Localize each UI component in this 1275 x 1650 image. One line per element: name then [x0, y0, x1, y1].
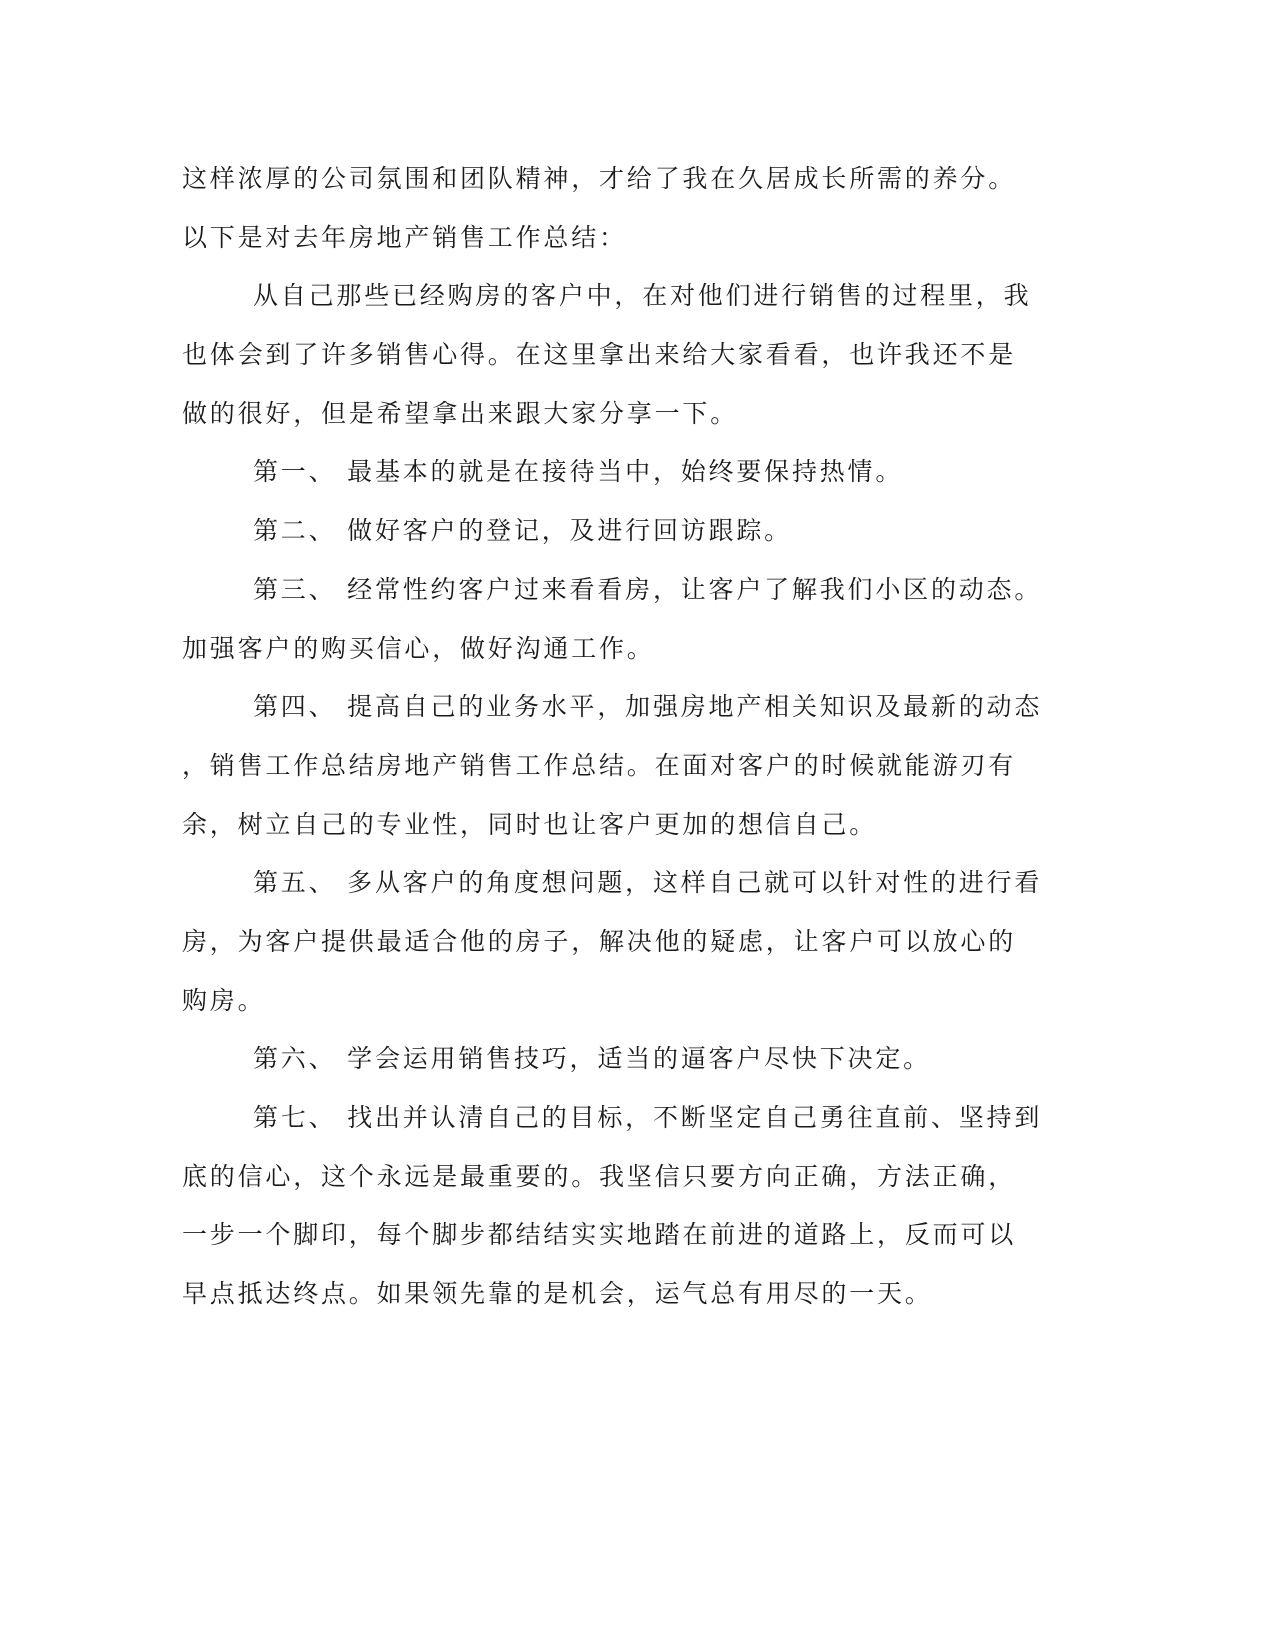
text-line: ，销售工作总结房地产销售工作总结。在面对客户的时候就能游刃有 [182, 750, 1017, 780]
text-line: 购房。 [182, 985, 266, 1015]
text-line: 加强客户的购买信心，做好沟通工作。 [182, 633, 655, 663]
text-line: 第七、 找出并认清自己的目标，不断坚定自己勇往直前、坚持到 [253, 1103, 1043, 1132]
text-line: 余，树立自己的专业性，同时也让客户更加的想信自己。 [182, 809, 878, 839]
text-line: 一步一个脚印，每个脚步都结结实实地踏在前进的道路上，反而可以 [182, 1220, 1017, 1250]
text-line: 早点抵达终点。如果领先靠的是机会，运气总有用尽的一天。 [182, 1279, 933, 1309]
text-line: 第四、 提高自己的业务水平，加强房地产相关知识及最新的动态 [253, 692, 1043, 722]
text-line: 也体会到了许多销售心得。在这里拿出来给大家看看，也许我还不是 [182, 340, 1017, 370]
text-line: 底的信心，这个永远是最重要的。我坚信只要方向正确，方法正确， [182, 1161, 1017, 1191]
text-line: 第五、 多从客户的角度想问题，这样自己就可以针对性的进行看 [253, 868, 1043, 898]
text-line: 第一、 最基本的就是在接待当中，始终要保持热情。 [253, 457, 904, 487]
text-line: 以下是对去年房地产销售工作总结： [182, 222, 627, 252]
text-line: 这样浓厚的公司氛围和团队精神，才给了我在久居成长所需的养分。 [182, 164, 1017, 193]
text-line: 第六、 学会运用销售技巧，适当的逼客户尽快下决定。 [253, 1044, 931, 1074]
text-line: 做的很好，但是希望拿出来跟大家分享一下。 [182, 398, 739, 428]
text-line: 从自己那些已经购房的客户中，在对他们进行销售的过程里，我 [253, 281, 1032, 311]
body-text [182, 150, 1062, 1324]
text-line: 房，为客户提供最适合他的房子，解决他的疑虑，让客户可以放心的 [182, 926, 1017, 956]
text-line: 第二、 做好客户的登记，及进行回访跟踪。 [253, 516, 792, 546]
text-line: 第三、 经常性约客户过来看看房，让客户了解我们小区的动态。 [253, 574, 1043, 604]
